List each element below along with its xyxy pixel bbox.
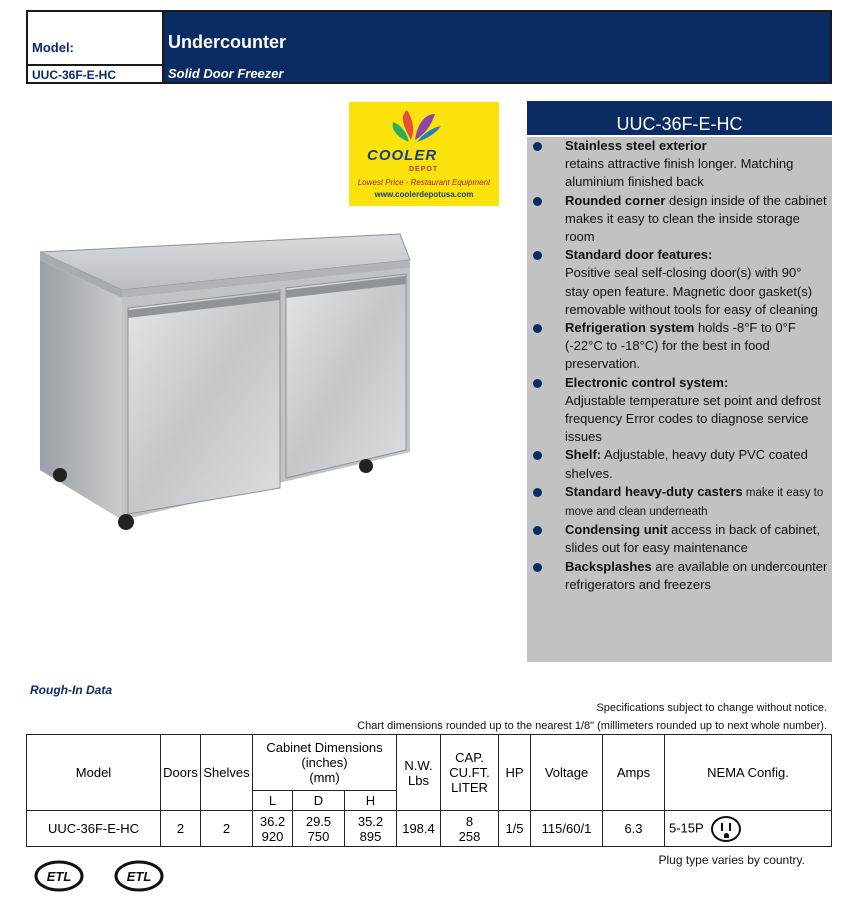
bullet-icon <box>533 451 542 460</box>
cooler-depot-logo <box>349 102 499 206</box>
nw-label: N.W. <box>404 757 433 773</box>
feature-heading: Backsplashes <box>565 558 652 574</box>
cabinet-unit-inches: (inches) <box>301 755 348 770</box>
feature-heading: Electronic control system: <box>565 374 729 390</box>
cell-doors: 2 <box>161 811 201 847</box>
feature-text: access in back of cabinet, slides out for easy maintenance <box>565 522 821 556</box>
features-panel <box>527 101 832 662</box>
col-l: L <box>253 791 293 811</box>
col-nw <box>397 735 441 811</box>
etl-listed-text: ETL <box>46 869 72 884</box>
cap-liter: 258 <box>458 828 481 844</box>
feature-text: design inside of the cabinet makes it easy to clean the inside storage room <box>565 192 827 245</box>
cap-unit1: CU.FT. <box>449 765 490 780</box>
cell-amps: 6.3 <box>603 811 665 847</box>
nema-value: 5-15P <box>669 819 704 835</box>
col-shelves: Shelves <box>201 735 253 811</box>
cell-h <box>345 811 397 847</box>
title-block <box>164 12 830 82</box>
bullet-icon <box>533 379 542 388</box>
feature-heading: Rounded corner <box>565 192 666 208</box>
col-hp: HP <box>499 735 531 811</box>
plug-icon <box>711 816 741 842</box>
model-number: UUC-36F-E-HC <box>32 68 116 82</box>
logo-tagline: Lowest Price - Restaurant Equipment <box>357 178 491 187</box>
bullet-icon <box>533 251 542 260</box>
feature-item <box>527 319 832 374</box>
features-title: UUC-36F-E-HC <box>527 101 832 137</box>
feature-text: retains attractive finish longer. Matching aluminium finished back <box>565 156 794 190</box>
feature-heading: Standard heavy-duty casters <box>565 483 743 499</box>
model-label: Model: <box>32 40 74 55</box>
feature-heading: Stainless steel exterior <box>565 138 707 153</box>
freezer-product-image <box>30 230 420 540</box>
feature-item <box>527 483 832 521</box>
cap-cuft: 8 <box>465 813 474 829</box>
bullet-icon <box>533 563 542 572</box>
rough-in-title: Rough-In Data <box>30 683 112 697</box>
col-cap <box>441 735 499 811</box>
d-mm: 750 <box>307 828 330 844</box>
feature-item <box>527 558 832 594</box>
model-block <box>28 12 164 82</box>
cell-model: UUC-36F-E-HC <box>27 811 161 847</box>
cell-l <box>253 811 293 847</box>
feature-text: make it easy to move and clean underneath <box>565 486 824 519</box>
bullet-icon <box>533 142 542 151</box>
cap-label: CAP. <box>455 750 484 765</box>
etl-verified-icon <box>114 860 164 892</box>
features-list <box>527 137 832 594</box>
feature-heading: Shelf: <box>565 447 602 463</box>
col-cabinet <box>253 735 397 791</box>
cabinet-label: Cabinet Dimensions <box>266 740 383 755</box>
col-d: D <box>293 791 345 811</box>
bullet-icon <box>533 526 542 535</box>
cap-unit2: LITER <box>451 780 488 795</box>
bullet-icon <box>533 324 542 333</box>
nw-unit: Lbs <box>408 772 429 788</box>
feature-item <box>527 192 832 247</box>
col-nema: NEMA Config. <box>665 735 832 811</box>
feature-text: Positive seal self-closing door(s) with 90° stay open feature. Magnetic door gasket(s) removable without tools for easy of cleaning <box>565 265 818 317</box>
col-amps: Amps <box>603 735 665 811</box>
logo-sub: DEPOT <box>409 166 439 173</box>
plug-note: Plug type varies by country. <box>658 853 805 867</box>
rough-in-table <box>26 734 832 847</box>
feature-item <box>527 137 832 192</box>
page-title: Undercounter <box>168 32 287 52</box>
d-inches: 29.5 <box>305 813 332 829</box>
logo-brand: COOLER <box>367 147 438 164</box>
cell-voltage: 115/60/1 <box>531 811 603 847</box>
cabinet-unit-mm: (mm) <box>309 770 340 785</box>
feature-text: Adjustable temperature set point and defrost frequency Error codes to diagnose service issues <box>565 392 821 445</box>
col-voltage: Voltage <box>531 735 603 811</box>
feature-heading: Refrigeration system <box>565 320 695 336</box>
page-subtitle: Solid Door Freezer <box>168 66 284 81</box>
cell-cap <box>441 811 499 847</box>
cell-hp: 1/5 <box>499 811 531 847</box>
col-doors: Doors <box>161 735 201 811</box>
dimension-note: Chart dimensions rounded up to the nearest 1/8" (millimeters rounded up to next whole number). <box>357 720 827 732</box>
l-mm: 920 <box>261 828 284 844</box>
feature-text: are available on undercounter refrigerators and freezers <box>565 558 828 592</box>
col-model: Model <box>27 735 161 811</box>
feature-item <box>527 521 832 557</box>
col-h: H <box>345 791 397 811</box>
feature-heading: Condensing unit <box>565 522 668 538</box>
table-row <box>27 811 832 847</box>
feature-item <box>527 446 832 482</box>
etl-listed-icon <box>34 860 84 892</box>
h-inches: 35.2 <box>357 813 384 829</box>
flower-icon <box>349 102 499 152</box>
spec-header <box>26 10 832 84</box>
bullet-icon <box>533 197 542 206</box>
bullet-icon <box>533 488 542 497</box>
h-mm: 895 <box>359 828 382 844</box>
l-inches: 36.2 <box>259 813 286 829</box>
feature-item <box>527 246 832 319</box>
cell-nema <box>665 811 832 847</box>
feature-text: holds -8°F to 0°F (-22°C to -18°C) for the best in food preservation. <box>565 320 796 372</box>
cell-nw: 198.4 <box>397 811 441 847</box>
spec-change-note: Specifications subject to change without notice. <box>596 702 827 714</box>
feature-heading: Standard door features: <box>565 247 713 263</box>
cell-shelves: 2 <box>201 811 253 847</box>
logo-url: www.coolerdepotusa.com <box>374 190 474 199</box>
feature-item <box>527 374 832 447</box>
feature-text: Adjustable, heavy duty PVC coated shelves. <box>565 447 808 481</box>
etl-verified-text: ETL <box>126 869 152 884</box>
cell-d <box>293 811 345 847</box>
